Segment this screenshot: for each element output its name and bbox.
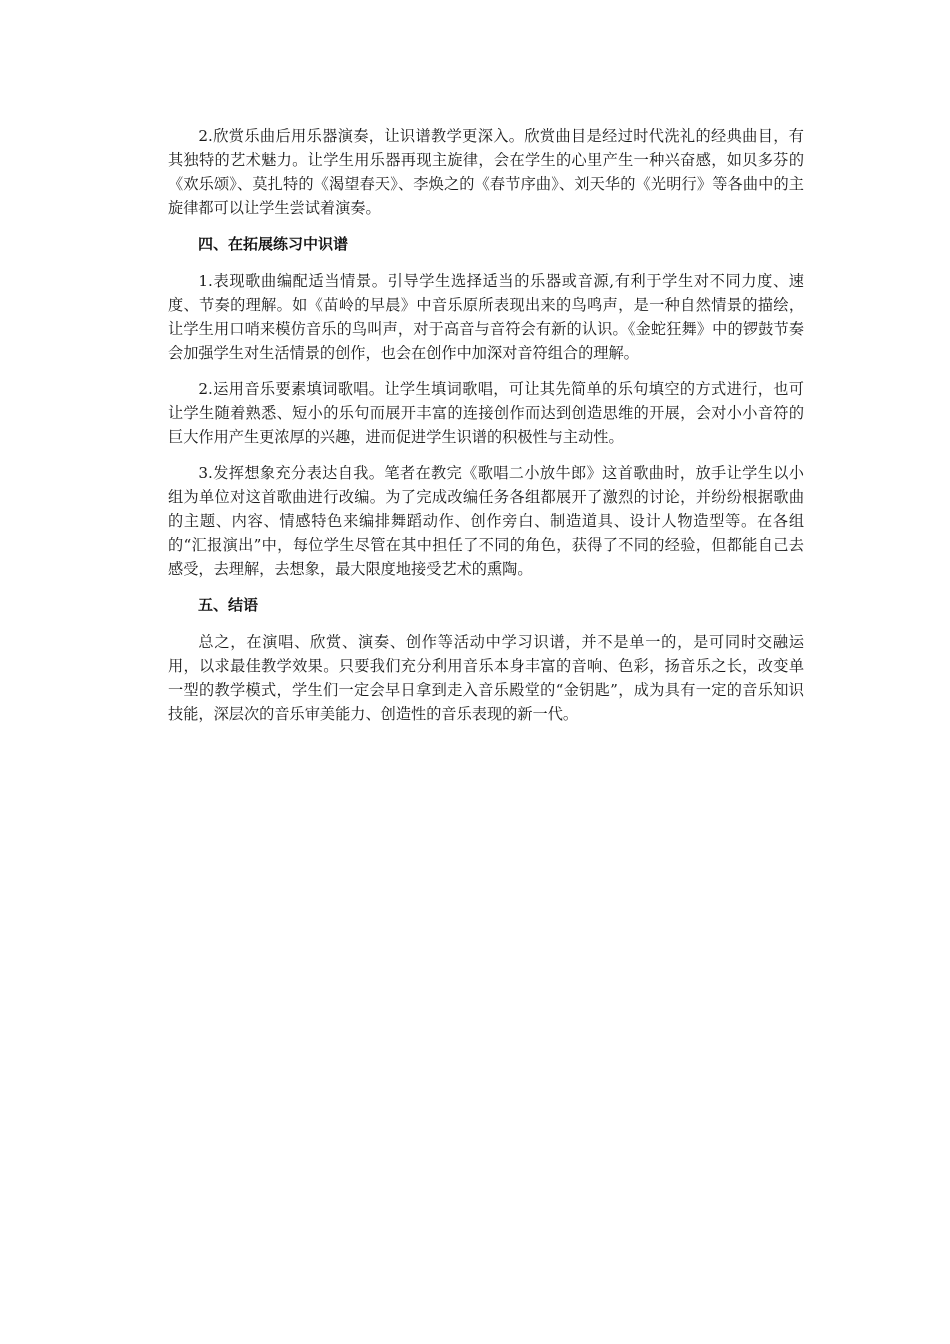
paragraph-lyric-filling: 2.运用音乐要素填词歌唱。让学生填词歌唱，可让其先简单的乐句填空的方式进行，也可让学生随着熟悉、短小的乐句而展开丰富的连接创作而达到创造思维的开展，会对小小音符的巨大作用产生更浓厚的兴趣，进而促进学生识谱的积极性与主动性。 [168, 380, 804, 446]
paragraph-scene-arrangement: 1.表现歌曲编配适当情景。引导学生选择适当的乐器或音源,有利于学生对不同力度、速度、节奏的理解。如《苗岭的早晨》中音乐原所表现出来的鸟鸣声，是一种自然情景的描绘，让学生用口哨来模仿音乐的鸟叫声，对于高音与音符会有新的认识。《金蛇狂舞》中的锣鼓节奏会加强学生对生活情景的创作，也会在创作中加深对音符组合的理解。 [168, 272, 804, 362]
section-heading-4: 四、在拓展练习中识谱 [198, 235, 349, 253]
document-body [168, 124, 804, 738]
paragraph-conclusion: 总之，在演唱、欣赏、演奏、创作等活动中学习识谱，并不是单一的，是可同时交融运用，以求最佳教学效果。只要我们充分利用音乐本身丰富的音响、色彩，扬音乐之长，改变单一型的教学模式，学生们一定会早日拿到走入音乐殿堂的“金钥匙”，成为具有一定的音乐知识技能，深层次的音乐审美能力、创造性的音乐表现的新一代。 [168, 633, 804, 723]
paragraph-imagination-expression: 3.发挥想象充分表达自我。笔者在教完《歌唱二小放牛郎》这首歌曲时，放手让学生以小组为单位对这首歌曲进行改编。为了完成改编任务各组都展开了激烈的讨论，并纷纷根据歌曲的主题、内容、情感特色来编排舞蹈动作、创作旁白、制造道具、设计人物造型等。在各组的“汇报演出”中，每位学生尽管在其中担任了不同的角色，获得了不同的经验，但都能自己去感受，去理解，去想象，最大限度地接受艺术的熏陶。 [168, 464, 804, 578]
section-heading-5: 五、结语 [198, 596, 259, 614]
paragraph-instrument-performance: 2.欣赏乐曲后用乐器演奏，让识谱教学更深入。欣赏曲目是经过时代洗礼的经典曲目，有其独特的艺术魅力。让学生用乐器再现主旋律，会在学生的心里产生一种兴奋感，如贝多芬的《欢乐颂》、莫扎特的《渴望春天》、李焕之的《春节序曲》、刘天华的《光明行》等各曲中的主旋律都可以让学生尝试着演奏。 [168, 127, 804, 217]
